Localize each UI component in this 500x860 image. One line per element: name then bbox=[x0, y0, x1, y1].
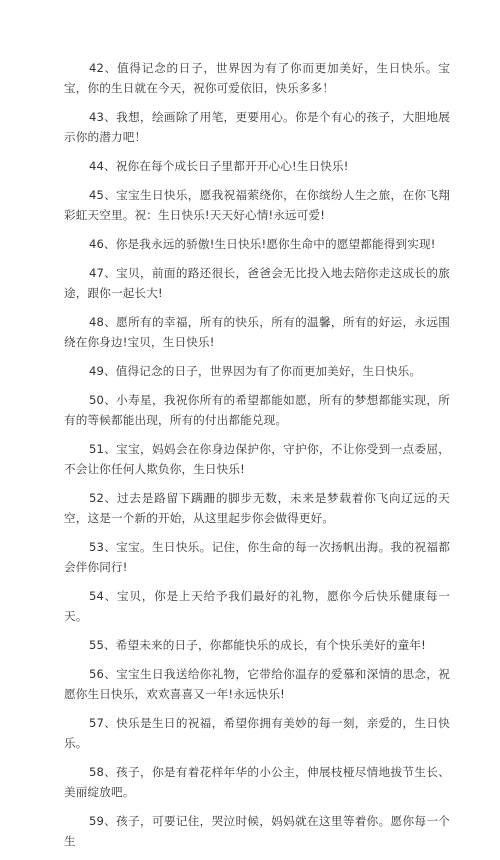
wish-entry-49: 49、值得记念的日子，世界因为有了你而更加美好，生日快乐。 bbox=[89, 364, 422, 378]
wish-entry-54: 54、宝贝，你是上天给予我们最好的礼物，愿你今后快乐健康每一天。 bbox=[64, 589, 450, 623]
wish-entry-47: 47、宝贝，前面的路还很长，爸爸会无比投入地去陪你走这成长的旅途，跟你一起长大! bbox=[64, 266, 450, 300]
wish-entry-51: 51、宝宝，妈妈会在你身边保护你，守护你，不让你受到一点委屈，不会让你任何人欺负你，生日快乐! bbox=[64, 442, 450, 476]
wish-entry-45: 45、宝宝生日快乐，愿我祝福萦绕你，在你缤纷人生之旅，在你飞翔彩虹天空里。祝：生日快乐!天天好心情!永远可爱! bbox=[64, 188, 450, 222]
wish-entry-42: 42、值得记念的日子，世界因为有了你而更加美好，生日快乐。宝宝，你的生日就在今天，祝你可爱依旧，快乐多多！ bbox=[64, 61, 450, 95]
wish-entry-46: 46、你是我永远的骄傲!生日快乐!愿你生命中的愿望都能得到实现! bbox=[89, 237, 436, 251]
wish-entry-44: 44、祝你在每个成长日子里都开开心心!生日快乐! bbox=[89, 159, 349, 173]
wish-entry-59: 59、孩子，可要记住，哭泣时候，妈妈就在这里等着你。愿你每一个生 bbox=[64, 814, 450, 848]
wish-entry-55: 55、希望未来的日子，你都能快乐的成长，有个快乐美好的童年! bbox=[89, 638, 426, 652]
wish-entry-43: 43、我想，绘画除了用笔，更要用心。你是个有心的孩子，大胆地展示你的潜力吧！ bbox=[64, 110, 450, 144]
wish-entry-50: 50、小寿星，我祝你所有的希望都能如愿，所有的梦想都能实现，所有的等候都能出现，所有的付出都能兑现。 bbox=[64, 393, 450, 427]
wish-entry-53: 53、宝宝。生日快乐。记住，你生命的每一次扬帆出海。我的祝福都会伴你同行! bbox=[64, 540, 450, 574]
document-body bbox=[64, 58, 450, 860]
wish-entry-52: 52、过去是路留下蹒跚的脚步无数，未来是梦载着你飞向辽远的天空，这是一个新的开始，从这里起步你会做得更好。 bbox=[64, 491, 450, 525]
wish-entry-58: 58、孩子，你是有着花样年华的小公主，伸展枝桠尽情地拔节生长、美丽绽放吧。 bbox=[64, 765, 450, 799]
wish-entry-57: 57、快乐是生日的祝福，希望你拥有美妙的每一刻，亲爱的，生日快乐。 bbox=[64, 716, 450, 750]
wish-entry-48: 48、愿所有的幸福，所有的快乐，所有的温馨，所有的好运，永远围绕在你身边!宝贝，生日快乐! bbox=[64, 315, 450, 349]
wish-entry-56: 56、宝宝生日我送给你礼物，它带给你温存的爱慕和深情的思念，祝愿你生日快乐，欢欢喜喜又一年!永远快乐! bbox=[64, 667, 450, 701]
